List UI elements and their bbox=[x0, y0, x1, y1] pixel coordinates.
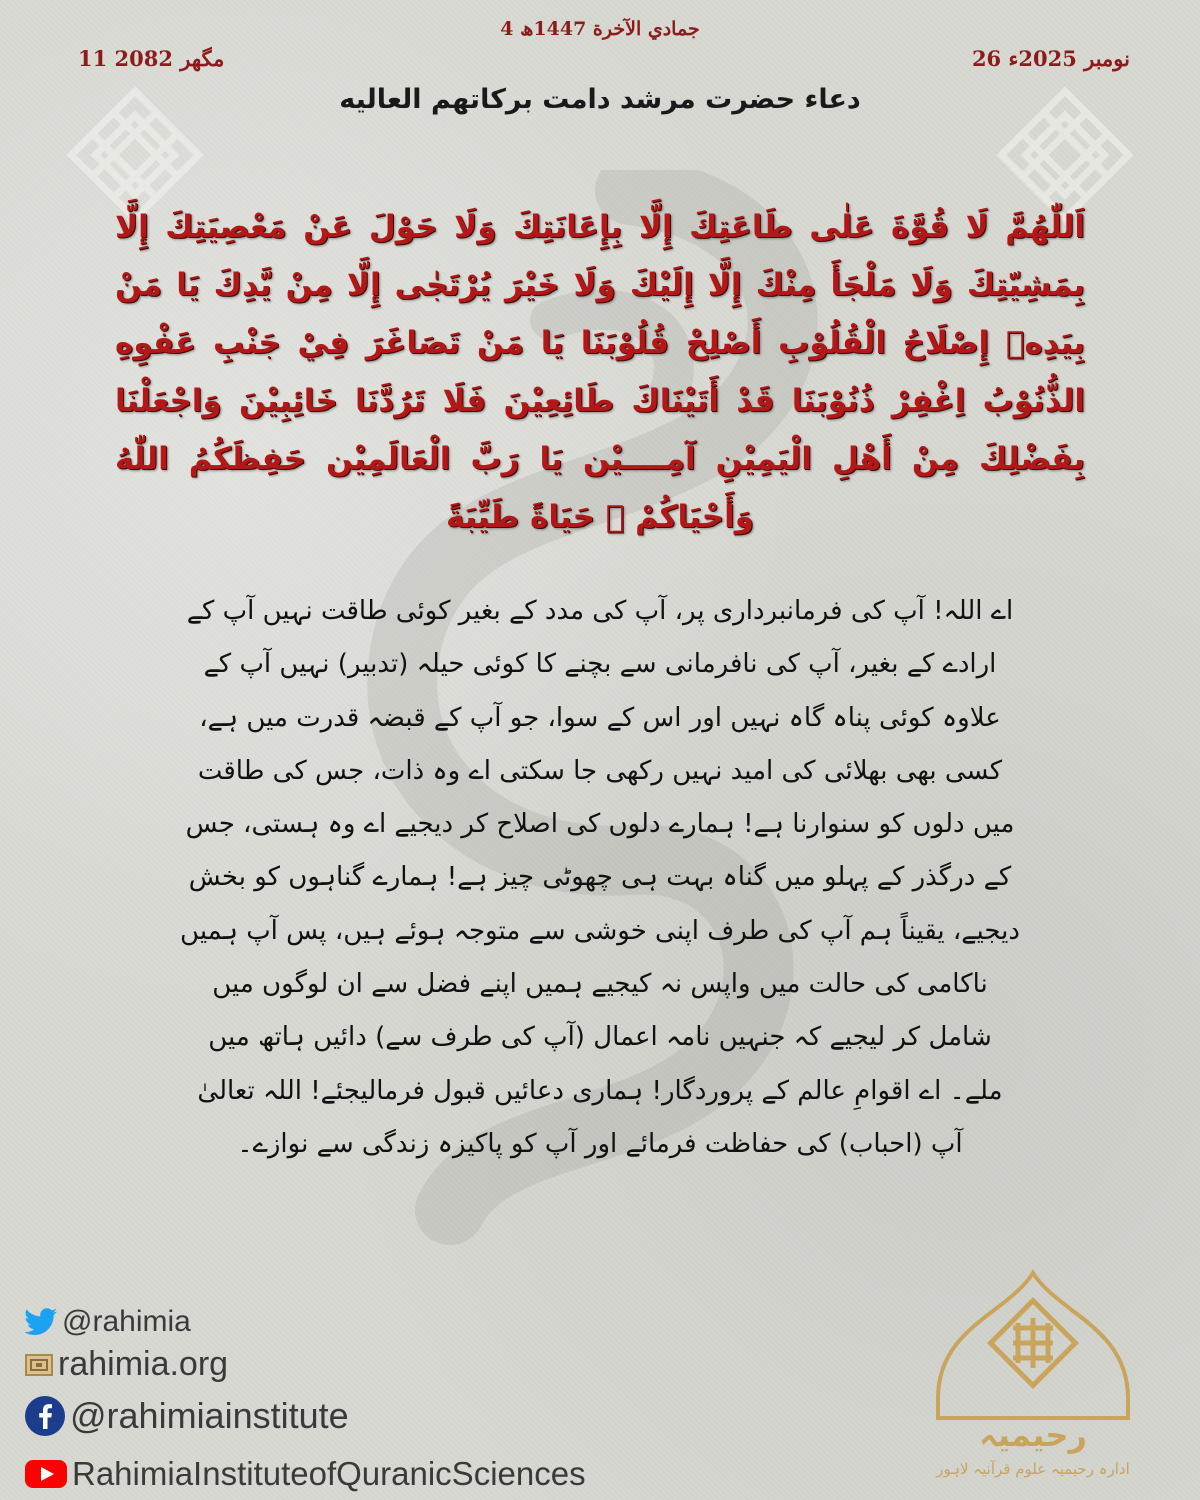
urdu-translation: اے اللہ! آپ کی فرمانبرداری پر، آپ کی مدد کے بغیر کوئی طاقت نہیں آپ کے ارادے کے بغیر، آپ کی نافرمانی سے بچنے کا کوئی حیلہ (تدبیر) نہیں آپ کے علاوہ کوئی پناہ گاہ نہیں اور اس کے سوا، جو آپ کے قبضہ قدرت میں ہے، کسی بھی بھلائی کی امید نہیں رکھی جا سکتی اے وہ ذات، جس کی طاقت میں دلوں کو سنوارنا ہے! ہمارے دلوں کی اصلاح کر دیجیے اے وہ ہستی، جس کے درگذر کے پہلو میں گناہ بہت ہی چھوٹی چیز ہے! ہمارے گناہوں کو بخش دیجیے، یقیناً ہم آپ کی طرف اپنی خوشی سے متوجہ ہوئے ہیں، پس آپ ہمیں ناکامی کی حالت میں واپس نہ کیجیے ہمیں اپنے فضل سے ان لوگوں میں شامل کر لیجیے کہ جنہیں نامہ اعمال (آپ کی طرف سے) دائیں ہاتھ میں ملے۔ اے اقوامِ عالم کے پروردگار! ہماری دعائیں قبول فرمالیجئے! اللہ تعالیٰ آپ (احباب) کی حفاظت فرمائے اور آپ کو پاکیزہ زندگی سے نوازے۔ bbox=[180, 596, 1020, 1159]
logo-script: رحیمیہ bbox=[979, 1416, 1087, 1454]
website-url: rahimia.org bbox=[58, 1345, 229, 1383]
page-title: دعاء حضرت مرشد دامت بركاتهم العاليه bbox=[339, 84, 861, 115]
facebook-handle: @rahimiainstitute bbox=[70, 1395, 349, 1436]
website-link[interactable] bbox=[24, 1345, 228, 1384]
twitter-icon bbox=[24, 1308, 58, 1336]
institute-logo bbox=[898, 1268, 1168, 1483]
bikrami-date: 11 مگھر 2082 bbox=[78, 46, 225, 71]
youtube-channel: RahimiaInstituteofQuranicSciences bbox=[72, 1455, 586, 1492]
facebook-link[interactable] bbox=[24, 1395, 349, 1437]
youtube-icon bbox=[24, 1458, 68, 1490]
arabic-dua: اَللّٰهُمَّ لَا قُوَّةَ عَلٰى طَاعَتِكَ إِلَّا بِإِعَانَتِكَ وَلَا حَوْلَ عَنْ مَعْصِيَتِكَ إِلَّا بِمَشِيّتِكَ وَلَا مَلْجَأَ مِنْكَ إِلَّا إِلَيْكَ وَلَا خَيْرَ يُرْتَجٰى إِلَّا مِنْ يَّدِكَ يَا مَنْ بِيَدِهٖ إِصْلَاحُ الْقُلُوْبِ أَصْلِحْ قُلُوْبَنَا يَا مَنْ تَصَاغَرَ فِيْ جَنْبِ عَفْوِهِ الذُّنُوْبُ اِغْفِرْ ذُنُوْبَنَا قَدْ أَتَيْنَاكَ طَائِعِيْنَ فَلَا تَرُدَّنَا خَائِبِيْنَ وَاجْعَلْنَا بِفَضْلِكَ مِنْ أَهْلِ الْيَمِيْنِ آمِــــيْن يَا رَبَّ الْعَالَمِيْن حَفِظَكُمُ اللّٰهُ وَأَحْيَاكُمْ ﴿ حَيَاةً طَيِّبَةً bbox=[115, 209, 1085, 535]
hijri-date: 4 جمادي الآخرة 1447ھ bbox=[500, 18, 700, 40]
twitter-link[interactable] bbox=[24, 1305, 191, 1339]
youtube-link[interactable] bbox=[24, 1455, 586, 1493]
gregorian-date: 26 نومبر 2025ء bbox=[971, 46, 1130, 71]
web-icon bbox=[24, 1351, 54, 1379]
twitter-handle: @rahimia bbox=[62, 1305, 191, 1338]
facebook-icon bbox=[24, 1395, 66, 1437]
logo-subtitle: ادارہ رحیمیہ علوم قرآنیہ لاہور bbox=[936, 1460, 1130, 1478]
